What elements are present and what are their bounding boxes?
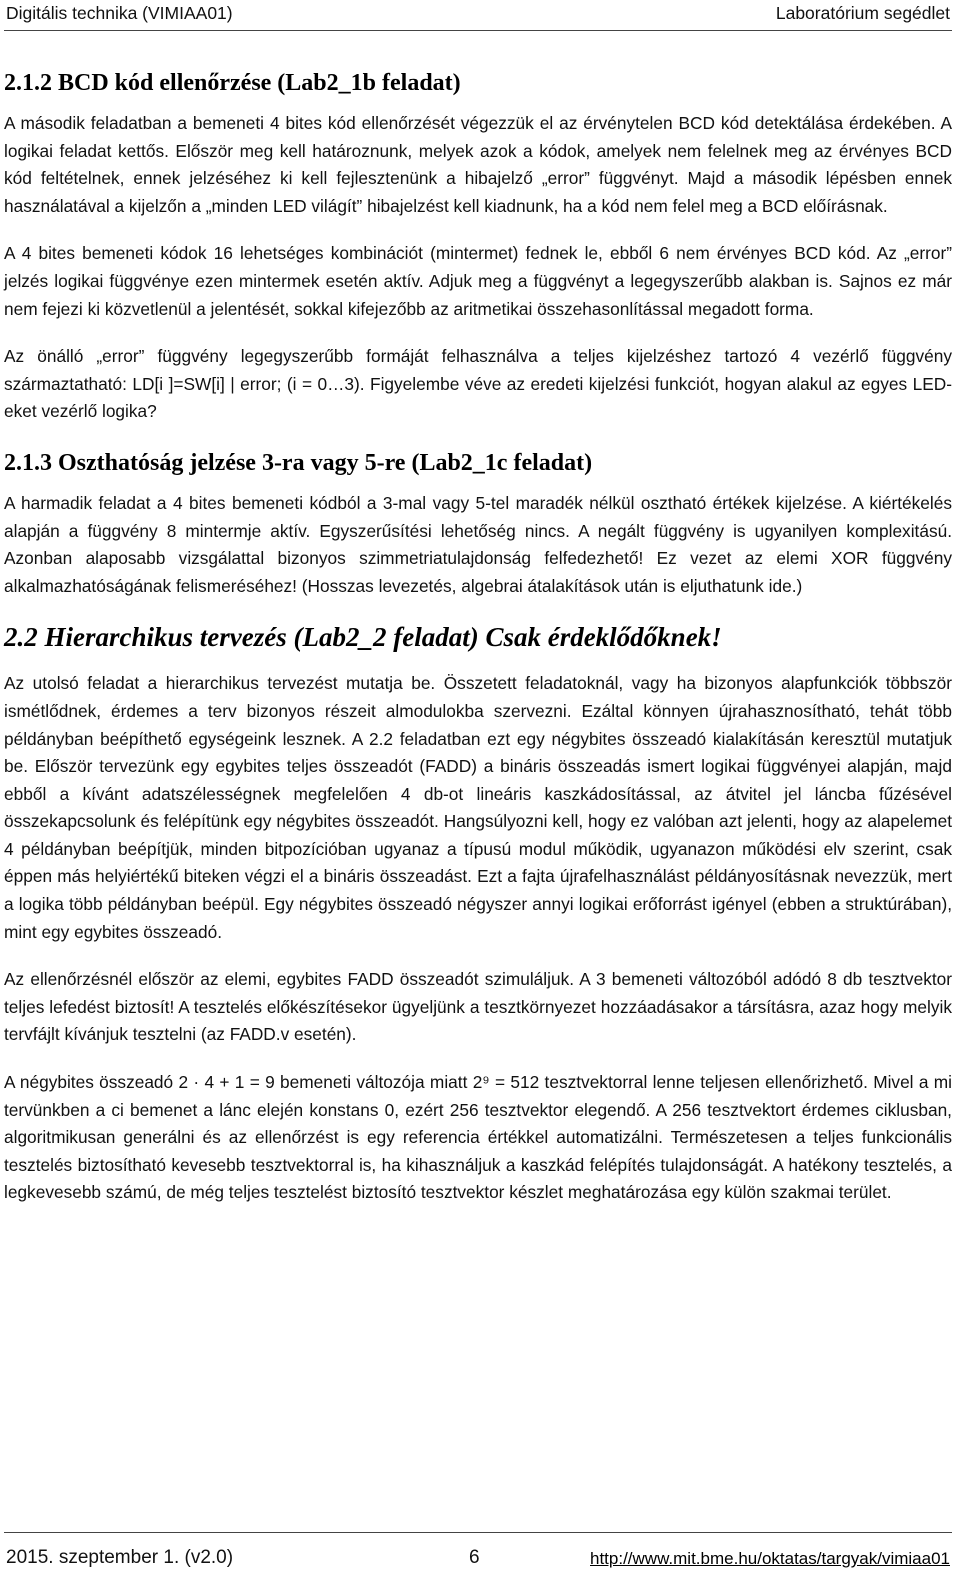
page-header <box>4 0 952 31</box>
paragraph: A négybites összeadó 2 · 4 + 1 = 9 bemeneti változója miatt 2⁹ = 512 tesztvektorral lenne teljesen ellenőrizhető. Mivel a mi tervünkben a ci bemenet a lánc elején konstans 0, ezért 256 tesztvektor elegendő. A 256 tesztvektort érdemes ciklusban, algoritmikusan generálni és az ellenőrzést is egy referencia értékkel automatizálni. Természetesen a teljes funkcionális tesztelés biztosítható kevesebb tesztvektorral is, ha kihasználjuk a kaszkád felépítés tulajdonságát. A hatékony tesztelés, a legkevesebb számú, de még teljes tesztelést biztosító tesztvektor készlet meghatározása egy külön szakmai terület. <box>4 1072 952 1203</box>
section-heading-2-1-2: 2.1.2 BCD kód ellenőrzése (Lab2_1b feladat) <box>4 70 461 96</box>
paragraph: A 4 bites bemeneti kódok 16 lehetséges kombinációt (mintermet) fednek le, ebből 6 nem érvényes BCD kód. Az „error” jelzés logikai függvénye ezen mintermek esetén aktív. Adjuk meg a függvényt a legegyszerűbb alakban is. Sajnos ez már nem fejezi ki közvetlenül a jelentését, sokkal kifejezőbb az aritmetikai összehasonlítással megadott forma. <box>4 243 952 319</box>
footer-url-link[interactable]: http://www.mit.bme.hu/oktatas/targyak/vimiaa01 <box>590 1549 950 1568</box>
section-heading-2-2: 2.2 Hierarchikus tervezés (Lab2_2 feladat) Csak érdeklődőknek! <box>4 622 722 653</box>
page-footer <box>4 1532 952 1583</box>
header-doc-title: Laboratórium segédlet <box>775 3 950 23</box>
paragraph: Az ellenőrzésnél először az elemi, egybites FADD összeadót szimuláljuk. A 3 bemeneti változóból adódó 8 db tesztvektor teljes lefedést biztosít! A tesztelés előkészítésekor ügyeljünk a tesztkörnyezet hozzáadásakor a társításra, azaz hogy melyik tervfájlt kívánjuk tesztelni (az FADD.v esetén). <box>4 969 952 1045</box>
paragraph: A második feladatban a bemeneti 4 bites kód ellenőrzését végezzük el az érvénytelen BCD kód detektálása érdekében. A logikai feladat kettős. Először meg kell határoznunk, melyek azok a kódok, amelyek nem felelnek meg az érvényes BCD kód feltételnek, ennek jelzéséhez ki kell fejlesztenünk a hibajelző „error” függvényt. Majd a második lépésben ennek használatával a kijelzőn a „minden LED világít” hibajelzést kell kiadnunk, ha a kód nem felel meg a BCD előírásnak. <box>4 113 952 216</box>
paragraph: Az utolsó feladat a hierarchikus tervezést mutatja be. Összetett feladatoknál, vagy ha bizonyos alapfunkciók többször ismétlődnek, érdemes a terv bizonyos részeit almodulokba szervezni. Ezáltal könnyen újrahasznosítható, tehát több példányban beépíthető egységeink lesznek. A 2.2 feladatban ezt egy négybites összeadó kialakításán keresztül mutatjuk be. Először tervezünk egy egybites teljes összeadót (FADD) a bináris összeadás ismert logikai függvényei alapján, majd ebből a kívánt adatszélességnek megfelelően 4 db-ot lineáris kaszkádosítással, az átvitel jel láncba fűzésével összekapcsolunk és felépítünk egy négybites összeadót. Hangsúlyozni kell, hogy ez valóban azt jelenti, hogy az alapelemet 4 példányban beépítjük, minden bitpozícióban ugyanaz a típusú modul működik, ugyanazon működési elv szerint, csak éppen más helyiértékű biteken végzi el a bináris összeadást. Ezt a fajta újrafelhasználást példányosításnak nevezzük, mert a logika több példányban beépül. Egy négybites összeadó négyszer annyi logikai erőforrást igényel (ebben a struktúrában), mint egy egybites összeadó. <box>4 673 952 942</box>
footer-date: 2015. szeptember 1. (v2.0) <box>6 1547 234 1568</box>
paragraph: Az önálló „error” függvény legegyszerűbb formáját felhasználva a teljes kijelzéshez tartozó 4 vezérlő függvény származtatható: LD[i ]=SW[i] | error; (i = 0…3). Figyelembe véve az eredeti kijelzési funkciót, hogyan alakul az egyes LED-eket vezérlő logika? <box>4 346 952 422</box>
page-number: 6 <box>469 1547 480 1568</box>
section-heading-2-1-3: 2.1.3 Oszthatóság jelzése 3-ra vagy 5-re (Lab2_1c feladat) <box>4 449 593 476</box>
header-course-title: Digitális technika (VIMIAA01) <box>6 3 233 23</box>
paragraph: A harmadik feladat a 4 bites bemeneti kódból a 3-mal vagy 5-tel maradék nélkül osztható értékek kijelzése. A kiértékelés alapján a függvény 8 mintermje aktív. Egyszerűsítési lehetőség nincs. A negált függvény is ugyanilyen komplexitású. Azonban alaposabb vizsgálattal bizonyos szimmetriatulajdonság felfedezhető! Ez vezet az elemi XOR függvény alkalmazhatóságának felismeréséhez! (Hosszas levezetés, algebrai átalakítások után is eljuthatunk ide.) <box>4 492 952 596</box>
document-body <box>4 68 952 1227</box>
